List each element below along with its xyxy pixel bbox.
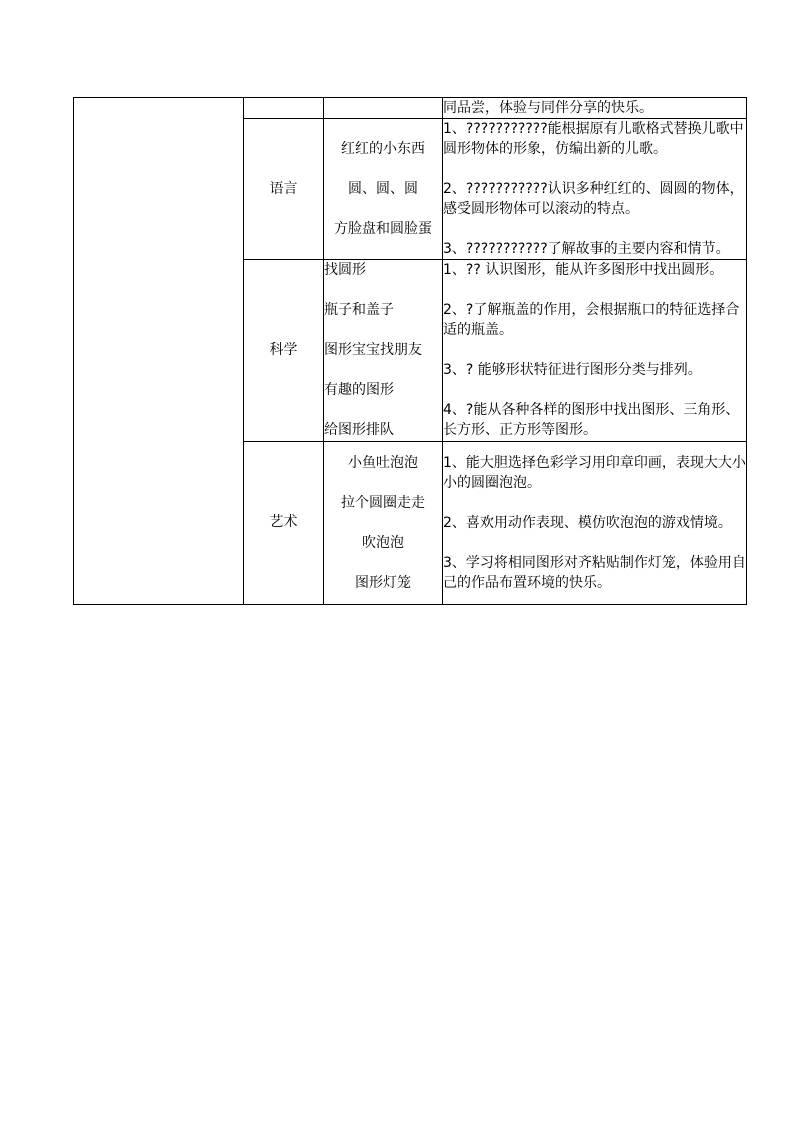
- goal-text: 3、学习将相同图形对齐粘贴制作灯笼，体验用自己的作品布置环境的快乐。: [443, 554, 746, 591]
- activity-item: 图形宝宝找朋友: [324, 342, 422, 359]
- goal-cell: [443, 441, 747, 604]
- goal-text: 2、?了解瓶盖的作用，会根据瓶口的特征选择合适的瓶盖。: [443, 302, 740, 339]
- activity-item: 有趣的图形: [324, 382, 394, 399]
- activity-item: 方脸盘和圆脸蛋: [334, 221, 432, 238]
- activity-item: 吹泡泡: [362, 534, 404, 551]
- theme-cell: [74, 98, 244, 605]
- activity-item: 给图形排队: [324, 422, 394, 439]
- activity-item: 圆、圆、圆: [348, 181, 418, 198]
- goal-text: 同品尝，体验与同伴分享的快乐。: [443, 100, 653, 117]
- goal-text: 3、? 能够形状特征进行图形分类与排列。: [443, 362, 702, 379]
- goal-text: 1、?? 认识图形，能从许多图形中找出圆形。: [443, 262, 724, 279]
- domain-label: 艺术: [269, 514, 298, 531]
- activity-cell: [324, 98, 443, 119]
- activity-item: 红红的小东西: [341, 141, 425, 158]
- goal-text: 3、???????????了解故事的主要内容和情节。: [443, 241, 730, 258]
- goal-text: 4、?能从各种各样的图形中找出图形、三角形、长方形、正方形等图形。: [443, 402, 740, 439]
- goal-text: 1、???????????能根据原有儿歌格式替换儿歌中圆形物体的形象，仿编出新的儿歌。: [443, 121, 744, 158]
- goal-text: 2、???????????认识多种红红的、圆圆的物体，感受圆形物体可以滚动的特点。: [443, 181, 744, 218]
- activity-cell: [324, 119, 443, 260]
- activity-cell: [324, 441, 443, 604]
- domain-cell: [244, 441, 324, 604]
- activity-item: 图形灯笼: [355, 574, 411, 591]
- table-row: [74, 98, 747, 119]
- domain-label: 科学: [269, 341, 298, 358]
- goal-cell: [443, 260, 747, 441]
- goal-cell: [443, 98, 747, 119]
- goal-cell: [443, 119, 747, 260]
- activity-item: 小鱼吐泡泡: [348, 454, 418, 471]
- domain-label: 语言: [269, 180, 298, 197]
- activity-item: 拉个圆圈走走: [341, 494, 425, 511]
- activity-cell: [324, 260, 443, 441]
- domain-cell: [244, 98, 324, 119]
- goal-text: 1、能大胆选择色彩学习用印章印画，表现大大小小的圆圈泡泡。: [443, 454, 746, 491]
- activity-item: 找圆形: [324, 262, 366, 279]
- goal-text: 2、喜欢用动作表现、模仿吹泡泡的游戏情境。: [443, 514, 732, 531]
- domain-cell: [244, 260, 324, 441]
- domain-cell: [244, 119, 324, 260]
- activity-item: 瓶子和盖子: [324, 302, 394, 319]
- activity-plan-table: [73, 97, 747, 605]
